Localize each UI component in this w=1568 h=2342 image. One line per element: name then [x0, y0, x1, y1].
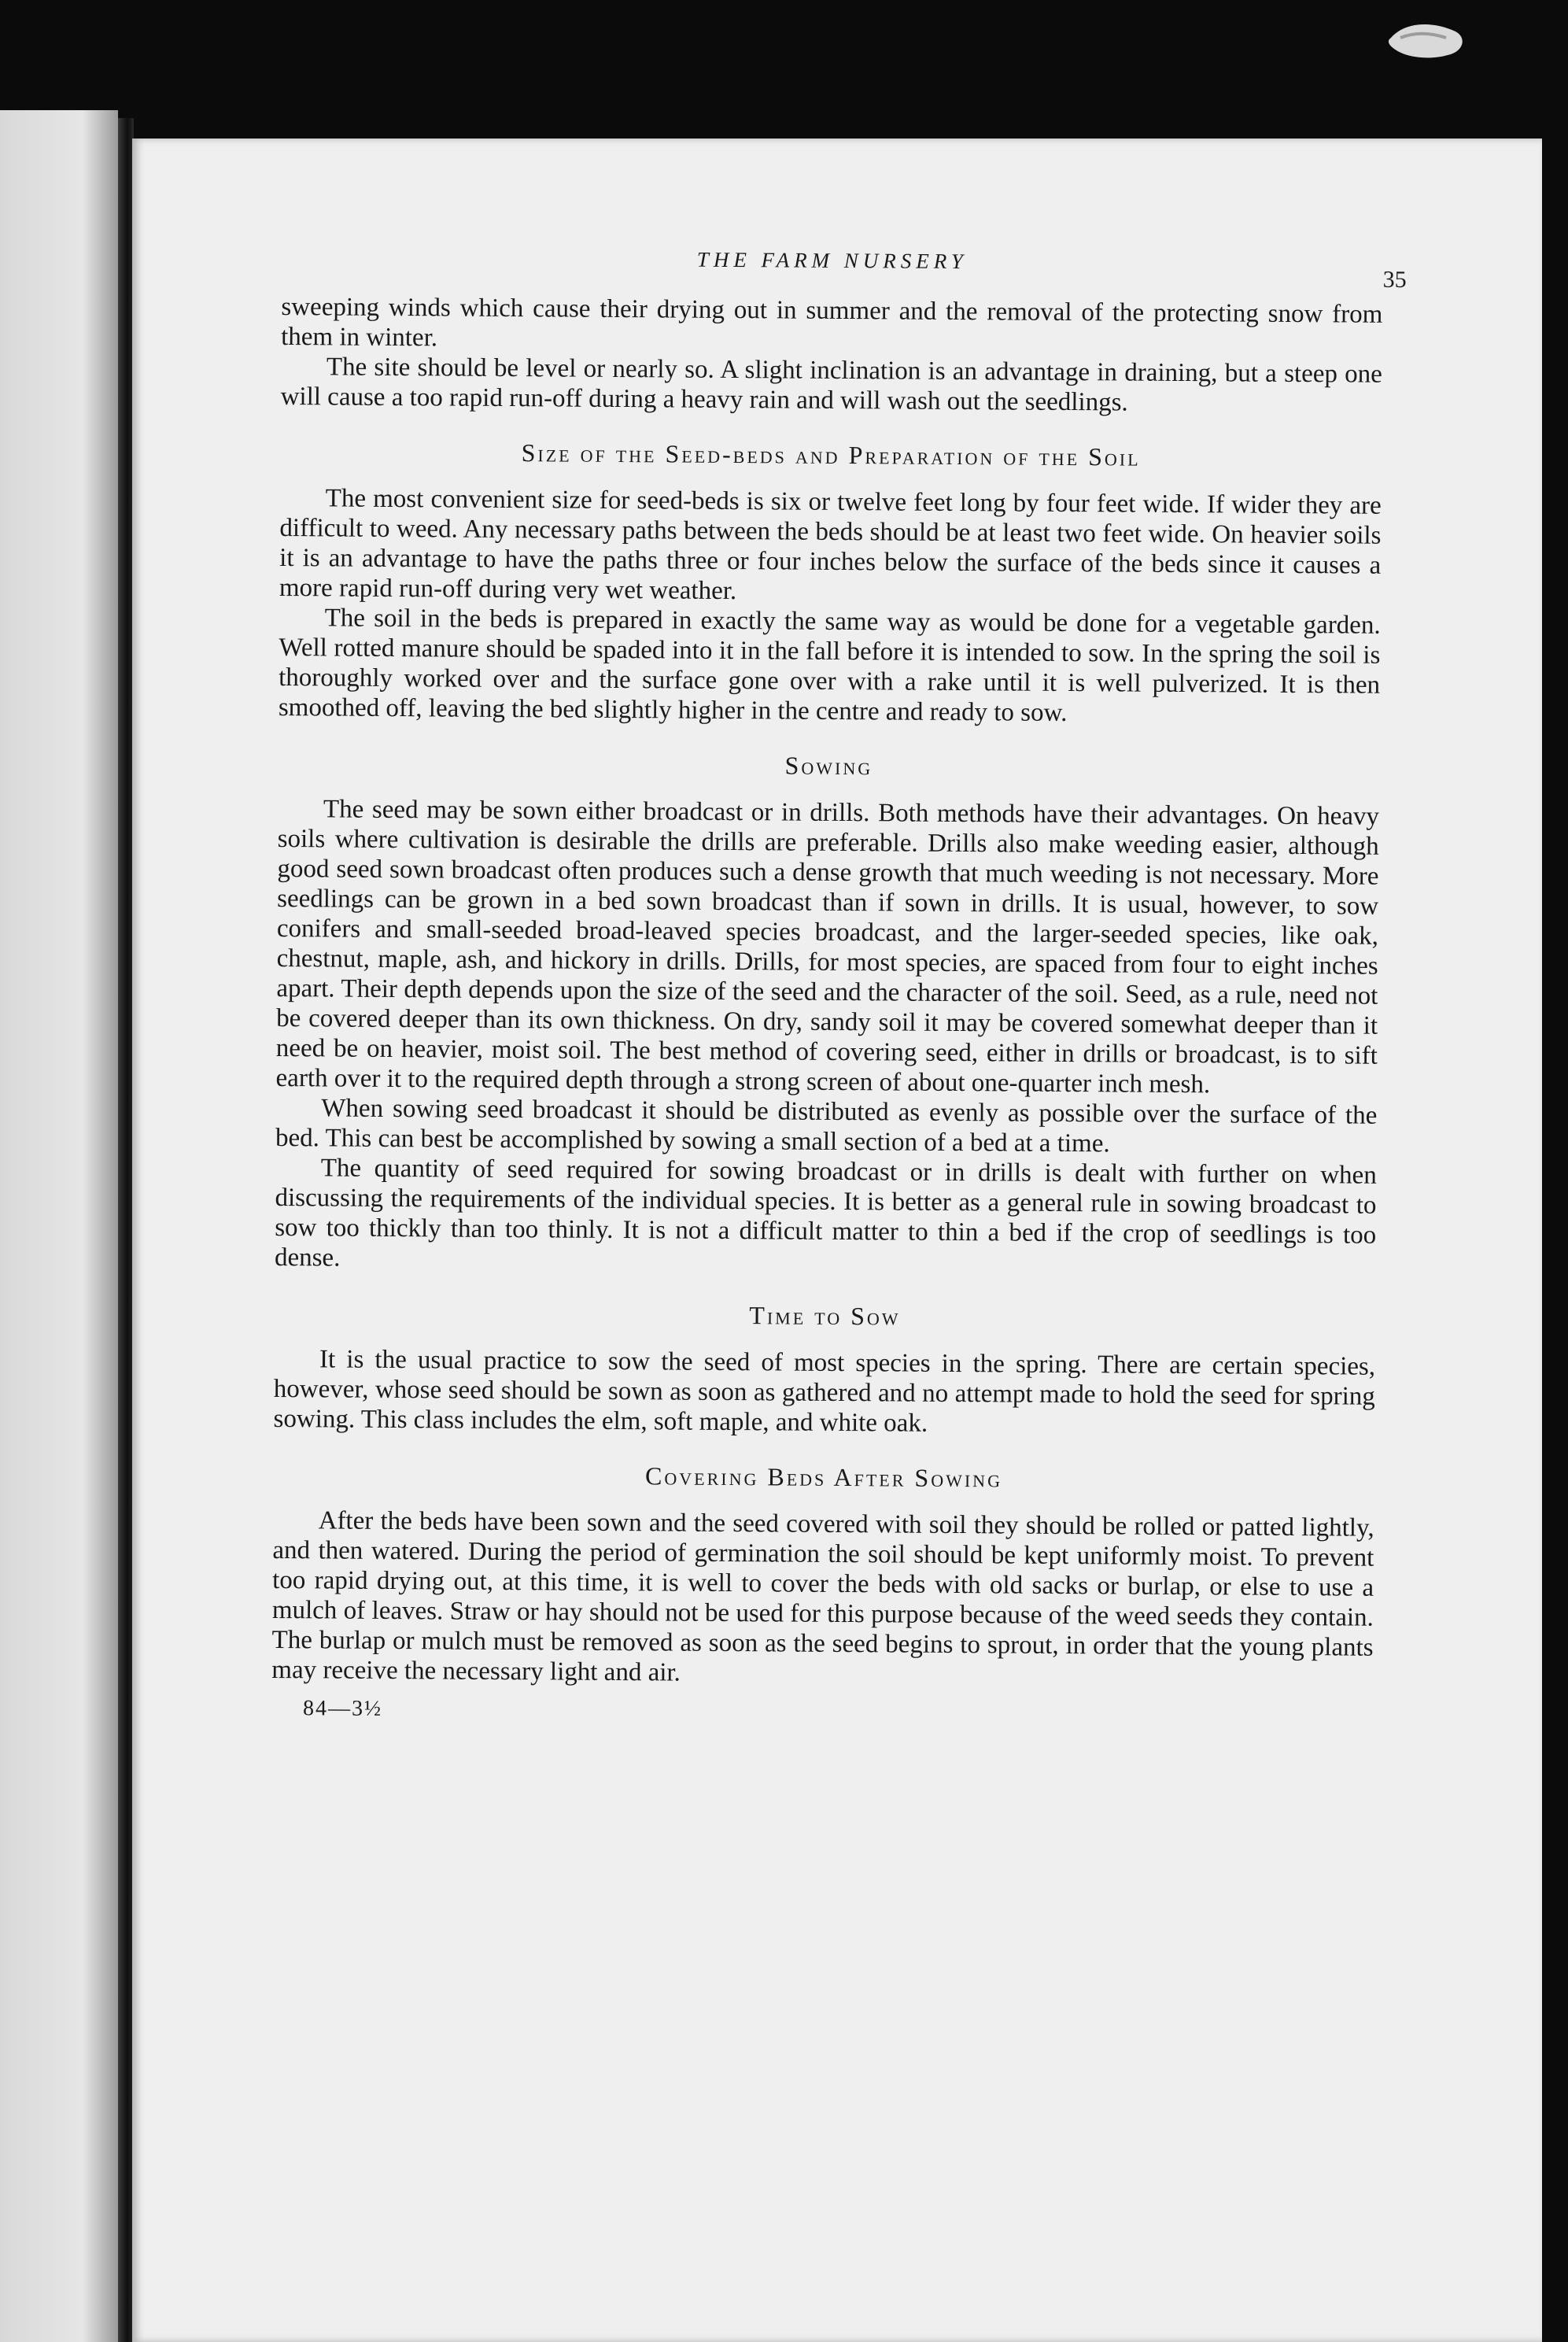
paragraph: It is the usual practice to sow the seed of most species in the spring. There are certain species, however, whose seed should be sown as soon as gathered and no attempt made to hold the seed for spring sowing. This class includes the elm, soft maple, and white oak.: [273, 1345, 1376, 1438]
book-page: [132, 139, 1542, 2342]
section-heading-time: Time to Sow: [749, 1301, 901, 1331]
running-title: THE FARM NURSERY: [696, 247, 968, 274]
running-head: [282, 245, 1407, 300]
paragraph: When sowing seed broadcast it should be distributed as evenly as possible over the surface of the bed. This can best be accomplished by sowing a small section of a bed at a time.: [275, 1094, 1378, 1158]
paragraph: The most convenient size for seed-beds is six or twelve feet long by four feet wide. If wider they are difficult to weed. Any necessary paths between the beds should be at least two feet wide. On heavier soils it is an advantage to have the paths three or four inches below the surface of the beds since it causes a more rapid run-off during very wet weather.: [279, 484, 1382, 606]
book-gutter: [118, 118, 134, 2342]
paragraph: The seed may be sown either broadcast or in drills. Both methods have their advantages. On heavy soils where cultivation is desirable the drills are preferable. Drills also make weeding easier, although good seed sown broadcast often produces such a dense growth that much weeding is not necessary. More seedlings can be grown in a bed sown broadcast than if sown in drills. It is usual, however, to sow conifers and small-seeded broad-leaved species broadcast, and the larger-seeded species, like oak, chestnut, maple, ash, and hickory in drills. Drills, for most species, are spaced from four to eight inches apart. Their depth depends upon the size of the seed and the character of the soil. Seed, as a rule, need not be covered deeper than its own thickness. On dry, sandy soil it may be covered somewhat deeper than it need be on heavier, moist soil. The best method of covering seed, either in drills or broadcast, is to sift earth over it to the required depth through a strong screen of about one-quarter inch mesh.: [275, 795, 1380, 1099]
corner-blot-mark: [1385, 14, 1471, 69]
page-content: [271, 245, 1407, 1729]
page-number: 35: [1382, 266, 1407, 293]
paragraph: After the beds have been sown and the seed covered with soil they should be rolled or patted lightly, and then watered. During the period of germination the soil should be kept uniformly moist. To prevent too rapid drying out, at this time, it is well to cover the beds with old sacks or burlap, or else to use a mulch of leaves. Straw or hay should not be used for this purpose because of the weed seeds they contain. The burlap or mulch must be removed as soon as the seed begins to sprout, in order that the young plants may receive the necessary light and air.: [271, 1506, 1374, 1687]
printer-signature: 84—3½: [302, 1696, 383, 1721]
paragraph: The quantity of seed required for sowing broadcast or in drills is dealt with further on when discussing the requirements of the individual species. It is better as a general rule in sowing broadcast to sow too thickly than too thinly. It is not a difficult matter to thin a bed if the crop of seedlings is too dense.: [274, 1154, 1377, 1273]
section-heading-sowing: Sowing: [784, 751, 873, 781]
section-heading-size: Size of the Seed-beds and Preparation of the Soil: [521, 438, 1141, 471]
facing-page-edge: [0, 110, 118, 2342]
paragraph: The site should be level or nearly so. A slight inclination is an advantage in draining, but a steep one will cause a too rapid run-off during a heavy rain and will wash out the seedlings.: [280, 353, 1383, 417]
section-heading-covering: Covering Beds After Sowing: [644, 1461, 1003, 1493]
paragraph: sweeping winds which cause their drying out in summer and the removal of the protecting snow from them in winter.: [281, 292, 1383, 353]
paragraph: The soil in the beds is prepared in exactly the same way as would be done for a vegetable garden. Well rotted manure should be spaded into it in the fall before it is intended to sow. In the spring the soil is thoroughly worked over and the surface gone over with a rake until it is well pulverized. It is then smoothed off, leaving the bed slightly higher in the centre and ready to sow.: [278, 604, 1381, 727]
